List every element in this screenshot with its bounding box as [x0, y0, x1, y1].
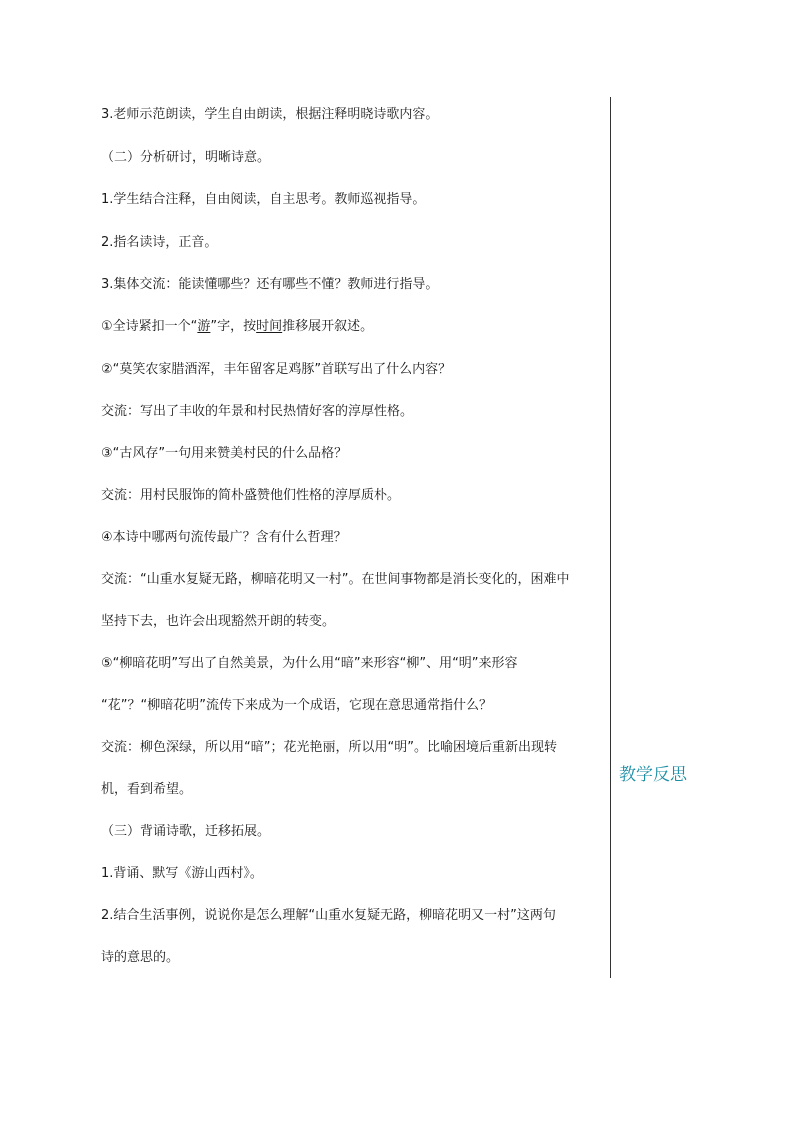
point-1-theme	[101, 316, 373, 337]
point-1-keyword-time: 时间	[256, 319, 283, 334]
step-3-model-reading: 3.老师示范朗读，学生自由朗读，根据注释明晓诗歌内容。	[101, 107, 439, 122]
section-2-heading: （二）分析研讨，明晰诗意。	[101, 150, 271, 165]
step-2-read-aloud: 2.指名读诗，正音。	[101, 235, 218, 250]
question-5-line-1: ⑤“柳暗花明”写出了自然美景，为什么用“暗”来形容“柳”、用“明”来形容	[101, 656, 518, 671]
teaching-reflection-label: 教学反思	[619, 765, 687, 785]
answer-4-line-1: 交流：“山重水复疑无路，柳暗花明又一村”。在世间事物都是消长变化的，困难中	[101, 572, 570, 587]
column-divider	[610, 97, 611, 978]
answer-5-line-1: 交流：柳色深绿，所以用“暗”；花光艳丽，所以用“明”。比喻困境后重新出现转	[101, 740, 557, 755]
answer-3: 交流：用村民服饰的简朴盛赞他们性格的淳厚质朴。	[101, 488, 401, 503]
task-1-recite: 1.背诵、默写《游山西村》。	[101, 866, 263, 881]
point-1-part-b: ”字，按	[210, 319, 257, 334]
question-4: ④本诗中哪两句流传最广？含有什么哲理？	[101, 530, 347, 545]
answer-2: 交流：写出了丰收的年景和村民热情好客的淳厚性格。	[101, 404, 414, 419]
question-2: ②“莫笑农家腊酒浑，丰年留客足鸡豚”首联写出了什么内容？	[101, 362, 452, 377]
step-1-self-reading: 1.学生结合注释，自由阅读，自主思考。教师巡视指导。	[101, 192, 426, 207]
answer-5-line-2: 机，看到希望。	[101, 782, 193, 797]
task-2-line-1: 2.结合生活事例，说说你是怎么理解“山重水复疑无路，柳暗花明又一村”这两句	[101, 908, 556, 923]
question-5-line-2: “花”？“柳暗花明”流传下来成为一个成语，它现在意思通常指什么？	[101, 698, 492, 713]
section-3-heading: （三）背诵诗歌，迁移拓展。	[101, 824, 271, 839]
point-1-part-c: 推移展开叙述。	[282, 319, 374, 334]
task-2-line-2: 诗的意思的。	[101, 950, 180, 965]
answer-4-line-2: 坚持下去，也许会出现豁然开朗的转变。	[101, 614, 336, 629]
point-1-keyword-you: 游	[197, 319, 211, 334]
point-1-part-a: ①全诗紧扣一个“	[101, 319, 198, 334]
step-3-group-discussion: 3.集体交流：能读懂哪些？还有哪些不懂？教师进行指导。	[101, 277, 439, 292]
question-3: ③“古风存”一句用来赞美村民的什么品格？	[101, 446, 348, 461]
